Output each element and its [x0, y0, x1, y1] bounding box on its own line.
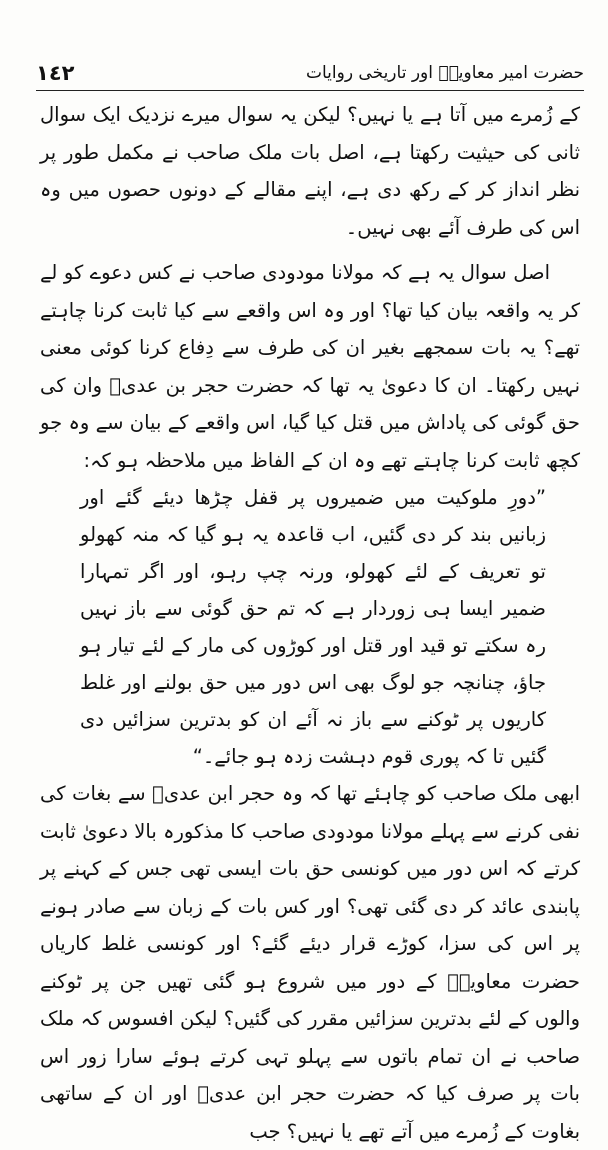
paragraph-3: ابھی ملک صاحب کو چاہئے تھا کہ وہ حجر ابن عدیؓ سے بغات کی نفی کرنے سے پہلے مولانا مودودی صاحب کا مذکورہ بالا دعویٰ ثابت کرتے کہ اس دور میں کونسی حق بات ایسی تھی جس کے کہنے پر پابندی عائد کر دی گئی تھی؟ اور کس بات کے زبان سے صادر ہونے پر اس کی سزا، کوڑے قرار دیئے گئے؟ اور کونسی غلط کاریاں حضرت معاویہؓ کے دور میں شروع ہو گئی تھیں جن پر ٹوکنے والوں کے لئے بدترین سزائیں مقرر کی گئیں؟ لیکن افسوس کہ ملک صاحب نے ان تمام باتوں سے پہلو تہی کرتے ہوئے سارا زور اس بات پر صرف کیا کہ حضرت حجر ابن عدیؓ اور ان کے ساتھی بغاوت کے زُمرے میں آتے تھے یا نہیں؟ جب	[40, 782, 580, 1143]
running-title: حضرت امیر معاویہؓ اور تاریخی روایات	[305, 63, 584, 83]
block-quote: ”دورِ ملوکیت میں ضمیروں پر قفل چڑھا دیئے گئے اور زبانیں بند کر دی گئیں، اب قاعدہ یہ ہو گیا کہ منہ کھولو تو تعریف کے لئے کھولو، ورنہ چپ رہو، اور اگر تمہارا ضمیر ایسا ہی زوردار ہے کہ تم حق گوئی سے باز نہیں رہ سکتے تو قید اور قتل اور کوڑوں کی مار کے لئے تیار ہو جاؤ، چنانچہ جو لوگ بھی اس دور میں حق بولنے اور غلط کاریوں پر ٹوکنے سے باز نہ آئے ان کو بدترین سزائیں دی گئیں تا کہ پوری قوم دہشت زدہ ہو جائے۔“	[80, 486, 546, 768]
page-body	[40, 96, 580, 1150]
page-header	[36, 56, 584, 91]
paragraph-2: اصل سوال یہ ہے کہ مولانا مودودی صاحب نے کس دعوے کو لے کر یہ واقعہ بیان کیا تھا؟ اور وہ اس واقعے سے کیا ثابت کرنا چاہتے تھے؟ یہ بات سمجھے بغیر ان کی طرف سے دِفاع کرنا کوئی معنی نہیں رکھتا۔ ان کا دعویٰ یہ تھا کہ حضرت حجر بن عدیؓ وان کی حق گوئی کی پاداش میں قتل کیا گیا، اس واقعے کے بیان سے وہ جو کچھ ثابت کرنا چاہتے تھے وہ ان کے الفاظ میں ملاحظہ ہو کہ:	[40, 261, 580, 472]
page-number: ١٤٢	[36, 61, 75, 85]
paragraph-1: کے زُمرے میں آتا ہے یا نہیں؟ لیکن یہ سوال میرے نزدیک ایک سوال ثانی کی حیثیت رکھتا ہے، اصل بات ملک صاحب نے مکمل طور پر نظر انداز کر کے رکھ دی ہے، اپنے مقالے کے دونوں حصوں میں وہ اس کی طرف آئے بھی نہیں۔	[40, 103, 580, 239]
